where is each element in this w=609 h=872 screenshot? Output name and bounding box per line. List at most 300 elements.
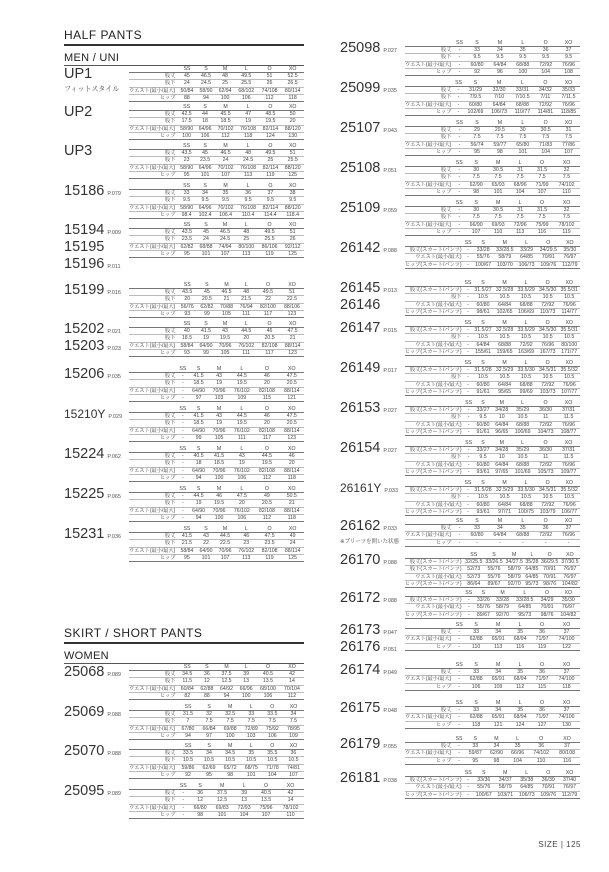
product-code [64,783,124,800]
size-value: 66/80 [189,804,211,811]
size-value: 114/77 [558,308,580,315]
size-value: 70/91 [540,566,560,573]
measure-label: 股丈(スカート/パンツ) [405,559,464,566]
measure-label: ヒップ(スカート/パンツ) [405,388,462,395]
size-value: - [453,676,465,683]
size-value: - [464,791,473,798]
size-table [405,240,580,269]
size-value: 64/96 [196,125,214,132]
size-header: L [229,446,254,453]
product-code [64,338,124,355]
size-header: XO [279,366,304,373]
size-row [129,540,304,547]
size-header: S [472,360,494,367]
size-header: SS [465,590,473,596]
size-table [405,440,580,476]
measure-label: 股下 [405,54,453,61]
size-header: S [465,736,486,743]
size-table [129,406,304,442]
measure-label: 股下 [405,414,464,421]
size-row [129,804,304,811]
size-value: 71/97 [531,676,553,683]
size-value: 9.5 [511,54,534,61]
size-value: 58/90 [177,204,195,211]
size-header-row [129,321,304,328]
size-header: SS [464,552,484,559]
size-value: 7/9.5 [464,94,488,101]
size-value: 37.5 [211,790,233,797]
size-header: O [531,200,553,207]
size-value: - [464,447,474,454]
size-header: SS [177,704,198,711]
page-reference: P.088 [107,751,121,757]
size-value: 30 [465,207,487,214]
size-header-blank [405,240,464,247]
size-value: 21 [217,296,237,303]
size-row [129,132,304,139]
size-value: 92 [466,68,489,75]
size-value: 7.5 [262,718,283,725]
size-value: 23.5 [258,540,281,547]
size-value: - [453,174,465,181]
size-header-row [405,320,580,327]
size-header: L [241,743,262,750]
measure-label: ウエスト(最小/最大) [405,501,464,508]
size-value: 100 [511,68,534,75]
size-value: 56/74 [466,141,489,148]
size-value: 9.5 [177,197,195,204]
size-value: 95/65 [494,388,516,395]
size-table [129,222,304,258]
size-value: 65/80 [511,141,534,148]
size-row [129,380,304,387]
size-value: 106 [235,94,258,101]
product-code [64,486,124,503]
size-value: - [453,148,465,155]
size-value: 29.5 [488,127,511,134]
size-value: 110.4 [237,211,260,218]
size-value: 118 [465,721,487,728]
size-row [405,87,580,94]
size-value: 60/84 [177,685,197,692]
measure-label: ウエスト(最小/最大) [405,784,464,791]
size-row [129,373,304,380]
size-value: - [177,427,188,434]
size-row [129,310,304,317]
size-header: O [256,282,280,289]
product-code [64,66,124,83]
size-row [405,721,580,728]
size-value: 71/78 [262,764,283,771]
size-header-row [129,406,304,413]
size-value: 74/102 [528,750,554,757]
size-value: 106 [465,683,487,690]
size-value: 41.5 [188,413,209,420]
size-value: 105 [216,349,235,356]
size-header: S [465,622,487,629]
size-value: 42.5 [177,111,195,118]
size-value: 48 [237,150,260,157]
product-code [64,526,124,543]
size-row [405,414,580,421]
size-value: 60/80 [466,532,489,539]
product-number: 26146 [340,297,381,313]
size-value: 19.5 [216,335,235,342]
size-row [405,388,580,395]
size-value: 45 [177,73,196,80]
size-row [129,164,304,171]
size-value: 34.5 [220,750,241,757]
size-value: 106 [196,132,214,139]
size-value: 95/73 [525,580,539,587]
size-value: 74/102 [553,181,580,188]
size-value: 107 [216,554,235,561]
size-value: 35/30 [557,597,580,604]
size-value: 66/90 [465,221,487,228]
size-value: 7.5 [557,134,580,141]
product-code [340,480,400,497]
size-value: 89/67 [474,611,493,618]
product-number: 15196 [64,256,105,272]
size-value: 112 [254,474,279,481]
size-value: 118 [279,474,304,481]
size-value: - [177,394,188,401]
product-number: 26161Y [340,481,382,495]
size-value: - [453,94,463,101]
measure-label: 股丈(スカート/パンツ) [405,367,464,374]
size-value: 70/96 [216,342,235,349]
size-value: 64/84 [494,501,516,508]
size-value: 34/28 [492,407,511,414]
size-header-blank [405,440,464,447]
product-codes [340,80,400,97]
measure-label: 股丈 [129,671,177,678]
page-reference: P.027 [383,408,397,414]
product-number: 15231 [64,526,105,542]
product-number: 26145 [340,280,381,296]
size-row [405,636,580,643]
size-value: 49 [281,533,304,540]
size-value: 163/69 [515,348,537,355]
size-table [405,622,580,651]
measure-label: 股丈(スカート/パンツ) [405,777,464,784]
size-row [129,171,304,178]
product-codes [340,320,400,337]
product-number: 15206 [64,366,105,382]
product-code [340,297,400,314]
size-row [129,554,304,561]
size-row [129,533,304,540]
size-row [129,507,304,514]
page-reference: P.088 [383,560,397,566]
page-reference: P.023 [107,346,121,352]
product-codes [340,770,400,787]
measure-label: ヒップ [405,188,453,195]
size-value: 21.5 [177,540,196,547]
size-value: 118 [553,683,580,690]
size-header: SS [179,486,187,492]
size-header: S [188,446,209,453]
size-row [405,791,580,798]
size-header-row [129,526,304,533]
size-value: 7.5 [241,718,262,725]
size-row [405,580,580,587]
size-header-blank [129,526,177,533]
size-value: 113 [237,171,260,178]
size-table [129,526,304,562]
size-value: 9.5 [259,197,281,204]
size-value: 104 [507,757,528,764]
size-value: 103/73 [537,388,559,395]
size-row [129,211,304,218]
page-reference: P.021 [107,329,121,335]
measure-label: 股丈 [129,289,177,296]
size-value: - [511,539,534,546]
size-row [129,427,304,434]
size-header-row [405,518,580,525]
size-header: O [540,552,560,559]
size-value: 76/102 [229,387,254,394]
measure-label: 股下 [405,294,464,301]
size-row [129,493,304,500]
size-row [405,777,580,784]
size-header-row [129,282,304,289]
size-value: - [464,597,474,604]
product-number: 26154 [340,440,381,456]
size-value: 64/84 [488,61,511,68]
size-value: 93 [177,349,196,356]
measure-label: 股丈 [405,743,453,750]
size-value: 117 [258,349,281,356]
size-row [405,181,580,188]
size-row [129,204,304,211]
product-codes [340,518,400,545]
size-value: 25 [216,80,235,87]
size-value: 60/80 [472,301,494,308]
size-value: 24 [177,80,196,87]
size-row [405,167,580,174]
size-value: 64/90 [188,427,209,434]
size-header: XO [283,743,304,750]
size-value: 44 [196,111,214,118]
size-value: 92/70 [493,611,512,618]
size-value: 37.5 [217,671,237,678]
size-value: - [177,453,188,460]
size-header: S [474,590,493,597]
size-value: 33.5/29 [515,327,537,334]
size-value: - [177,500,188,507]
size-header-blank [405,770,464,777]
size-row [405,61,580,68]
size-value: 98 [220,771,241,778]
size-value: 100/67 [473,261,494,268]
size-header-blank [405,552,464,559]
size-value: 76/96 [557,532,580,539]
size-value: 33 [465,743,486,750]
measure-label: 股下 [129,757,177,764]
size-value: 46 [209,493,230,500]
size-header: M [492,440,511,447]
size-value: - [464,348,473,355]
size-value: 36 [534,525,557,532]
size-row [405,54,580,61]
size-value: 7/11 [534,94,557,101]
size-value: - [177,373,188,380]
size-header: XO [558,280,580,287]
size-value: 76/102 [229,467,254,474]
size-row [129,500,304,507]
size-value: 35.5/32 [558,367,580,374]
size-value: 32.5 [220,711,241,718]
size-row [405,714,580,721]
size-header-blank [405,360,464,367]
product-codes [340,120,400,137]
size-value: 96/65 [492,428,511,435]
size-value: 35 [241,750,262,757]
measure-label: ヒップ [405,683,453,690]
size-value: 66/96 [236,685,256,692]
product-codes [64,321,124,355]
size-value: 68/88 [511,101,534,108]
size-value: 46 [235,533,258,540]
product-code [64,239,124,256]
size-value: 102/69 [464,108,488,115]
size-value: 48 [236,289,256,296]
size-header: M [217,664,237,671]
page-reference: P.059 [383,208,397,214]
size-value: 71/97 [531,714,553,721]
page-reference: P.079 [107,191,121,197]
size-value: 36/30 [534,407,557,414]
size-value: - [488,539,511,546]
size-value: 46 [258,328,281,335]
size-row [129,157,304,164]
size-value: 66/96 [507,750,528,757]
size-value: 62/82 [177,243,196,250]
measure-label: ウエスト(最小/最大) [129,342,176,349]
measure-label: ヒップ [405,757,453,764]
size-value: 106/77 [558,508,580,515]
size-value: 9.5 [196,197,214,204]
measure-label: 股丈 [129,73,177,80]
size-value: 106 [262,732,283,739]
page-reference: P.016 [107,290,121,296]
size-value: 33.5 [177,750,198,757]
size-value: 33/27 [474,447,493,454]
size-row [405,348,580,355]
product-codes [64,743,124,760]
size-value: 20 [279,460,304,467]
size-value: - [464,287,473,294]
size-value: - [464,501,473,508]
size-value: 34/27.5 [505,559,523,566]
size-value: 37 [554,743,580,750]
size-header-row [129,66,304,73]
size-header: L [236,282,256,289]
size-value: 42 [277,790,304,797]
page-reference: P.013 [383,288,397,294]
product-code [64,446,124,463]
size-header-row [129,704,304,711]
size-header: O [531,700,553,707]
size-header: O [537,280,559,287]
size-header: SS [177,664,197,671]
size-value: - [464,308,473,315]
size-value: 33/28.5 [512,597,537,604]
size-header: XO [281,321,304,328]
size-header: O [534,80,557,87]
size-row [129,296,304,303]
size-value: 31.5 [177,711,198,718]
size-value: 46.5 [217,289,237,296]
size-value: 99/69 [515,388,537,395]
size-value: 76/96 [558,301,580,308]
size-value: 33/31 [511,87,534,94]
size-header: M [220,704,241,711]
size-table [129,486,304,522]
size-value: 125 [281,171,304,178]
measure-label: ヒップ [405,643,453,650]
measure-label: 股丈 [129,413,177,420]
size-table [129,104,304,140]
size-value: 33.5/30 [515,487,537,494]
size-value: 11.5 [557,414,580,421]
size-value: 47.5 [279,413,304,420]
size-value: 7.5 [199,718,220,725]
men-uni-title: MEN / UNI [64,52,304,66]
size-value: 88/120 [281,204,304,211]
size-value: 117 [254,434,279,441]
size-header-row [129,783,304,790]
size-value: 46 [254,413,279,420]
size-row [405,566,580,573]
measure-label: 股下 [129,678,177,685]
size-value: 76/97 [559,784,580,791]
size-value: 21.5 [236,296,256,303]
size-value: 13 [233,797,255,804]
size-value: 99 [197,310,217,317]
size-value: 111 [236,310,256,317]
size-row [405,487,580,494]
size-header: M [494,360,516,367]
size-value: 33/26.5 [485,559,503,566]
product-codes [64,446,124,463]
size-header: SS [453,662,465,669]
size-value: 110 [465,643,487,650]
size-value: 24.5 [216,236,235,243]
size-value: - [453,167,465,174]
size-value: 19 [229,460,254,467]
size-value: 72/96 [509,221,531,228]
size-value: 30.5 [534,127,557,134]
size-header-blank [129,366,177,373]
size-value: 36/29.5 [540,559,559,566]
size-value: 25.5 [281,157,304,164]
measure-label: 股下 [129,335,177,342]
size-header: O [534,400,557,407]
size-value: 70/91 [538,784,560,791]
size-value: 32/25.5 [465,559,483,566]
measure-label: ウエスト(最小/最大) [129,204,176,211]
size-value: 123 [281,349,304,356]
size-header-row [405,360,580,367]
measure-label: ウエスト(最小/最大) [405,381,464,388]
size-value: - [453,532,465,539]
size-value: 107 [255,811,277,818]
size-header: XO [560,552,580,559]
size-value: - [453,207,465,214]
product-number: 15199 [64,282,105,298]
